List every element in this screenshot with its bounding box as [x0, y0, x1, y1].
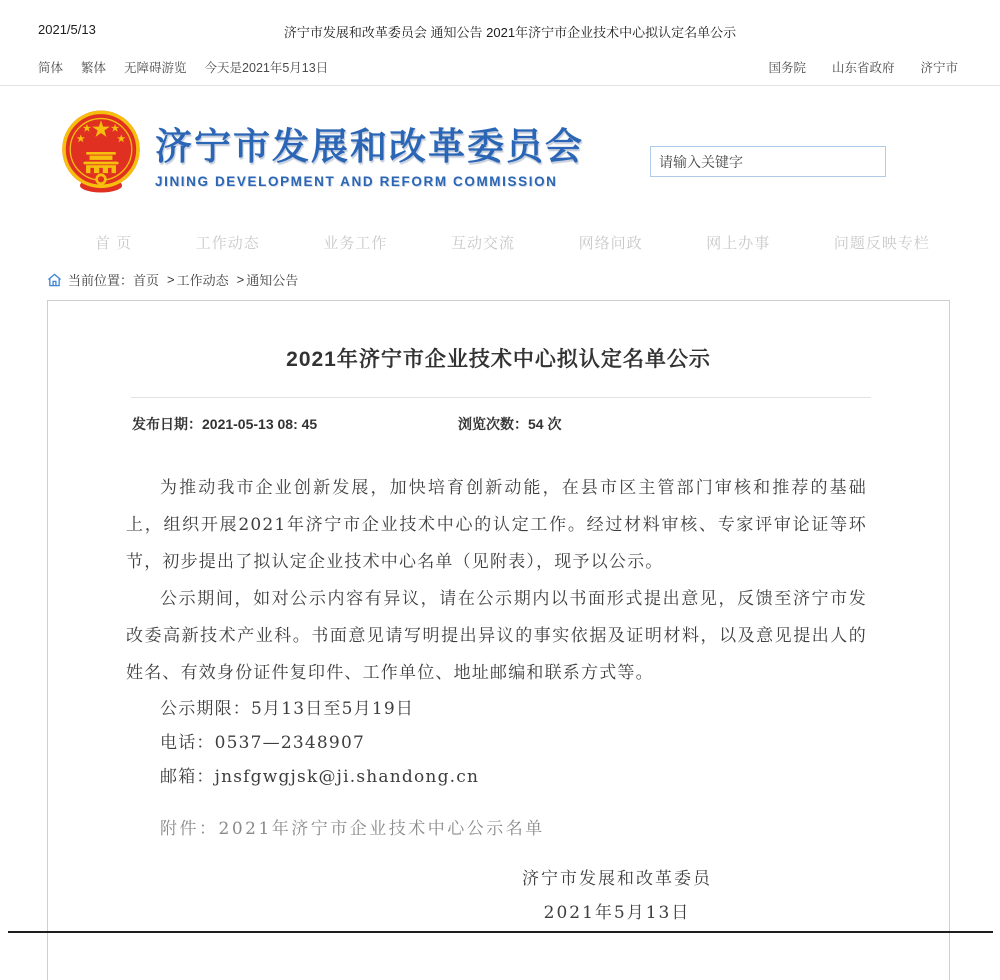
view-count-label: 浏览次数：: [458, 416, 528, 432]
paragraph-1: 为推动我市企业创新发展，加快培育创新动能，在县市区主管部门审核和推荐的基础上，组织开展2021年济宁市企业技术中心的认定工作。经过材料审核、专家评审论证等环节，初步提出了拟认定企业技术中心名单（见附表），现予以公示。: [126, 478, 867, 572]
breadcrumb-work-dynamics[interactable]: 工作动态: [176, 273, 229, 288]
publish-date-value: 2021-05-13 08: 45: [202, 416, 318, 432]
site-logo[interactable]: [57, 108, 584, 196]
search-input[interactable]: [650, 146, 886, 177]
top-divider: [0, 85, 1000, 86]
attachment-link[interactable]: 附件：2021年济宁市企业技术中心公示名单: [160, 819, 545, 839]
home-icon: [47, 273, 62, 287]
email-line: 邮箱：jnsfgwgjsk@ji.shandong.cn: [160, 767, 480, 787]
signature-block: [467, 862, 767, 930]
link-state-council[interactable]: 国务院: [768, 61, 806, 75]
print-date: 2021/5/13: [38, 22, 96, 37]
link-jining-city[interactable]: 济宁市: [920, 61, 958, 75]
nav-item-feedback-column[interactable]: 问题反映专栏: [833, 235, 930, 252]
link-shandong-gov[interactable]: 山东省政府: [831, 61, 895, 75]
paragraph-2: 公示期间，如对公示内容有异议，请在公示期内以书面形式提出意见，反馈至济宁市发改委高新技术产业科。书面意见请写明提出异议的事实依据及证明材料，以及意见提出人的姓名、有效身份证件复印件、工作单位、地址邮编和联系方式等。: [126, 589, 867, 683]
article-meta-row: [132, 414, 949, 434]
link-accessibility[interactable]: 无障碍游览: [124, 61, 187, 75]
phone-line: 电话：0537—2348907: [160, 733, 365, 753]
nav-item-work-dynamics[interactable]: 工作动态: [195, 235, 260, 252]
site-name: 济宁市发展和改革委员会: [155, 125, 584, 167]
nav-item-business-work[interactable]: 业务工作: [323, 235, 388, 252]
breadcrumb-home[interactable]: 首页: [133, 273, 160, 288]
nav-item-interaction[interactable]: 互动交流: [451, 235, 516, 252]
breadcrumb-separator: >: [167, 272, 175, 287]
print-header: [0, 22, 1000, 42]
bottom-page-rule: [8, 931, 993, 933]
link-simplified-chinese[interactable]: 简体: [38, 61, 64, 75]
signature-org: 济宁市发展和改革委员: [522, 869, 712, 889]
site-title-wrap: [155, 116, 584, 189]
publicity-period-line: 公示期限：5月13日至5月19日: [160, 699, 415, 719]
publish-date-label: 发布日期：: [132, 416, 202, 432]
national-emblem-icon: [57, 108, 145, 196]
publish-date: [132, 414, 458, 434]
utility-left-links: [38, 58, 328, 76]
main-nav: [0, 232, 1000, 253]
print-doc-title: 济宁市发展和改革委员会 通知公告 2021年济宁市企业技术中心拟认定名单公示: [283, 25, 737, 40]
search-box: [650, 146, 886, 177]
breadcrumb-label: 当前位置：: [68, 273, 134, 288]
nav-item-home[interactable]: 首 页: [95, 235, 133, 252]
breadcrumb-notices[interactable]: 通知公告: [246, 273, 299, 288]
article-content-box: [47, 300, 950, 980]
breadcrumb-separator: >: [236, 272, 245, 287]
nav-item-online-services[interactable]: 网上办事: [706, 235, 771, 252]
signature-date: 2021年5月13日: [543, 903, 691, 923]
breadcrumb: [47, 270, 298, 289]
article-title: 2021年济宁市企业技术中心拟认定名单公示: [286, 348, 711, 371]
article-body: [126, 470, 867, 930]
title-divider: [131, 397, 871, 398]
utility-bar: [0, 58, 1000, 78]
site-name-english: JINING DEVELOPMENT AND REFORM COMMISSION: [155, 173, 558, 189]
view-count: [458, 414, 561, 434]
link-traditional-chinese[interactable]: 繁体: [81, 61, 107, 75]
nav-item-online-politics[interactable]: 网络问政: [578, 235, 643, 252]
view-count-value: 54 次: [528, 416, 562, 432]
today-date-text: 今天是2021年5月13日: [204, 61, 329, 75]
utility-gov-links: [768, 58, 958, 76]
